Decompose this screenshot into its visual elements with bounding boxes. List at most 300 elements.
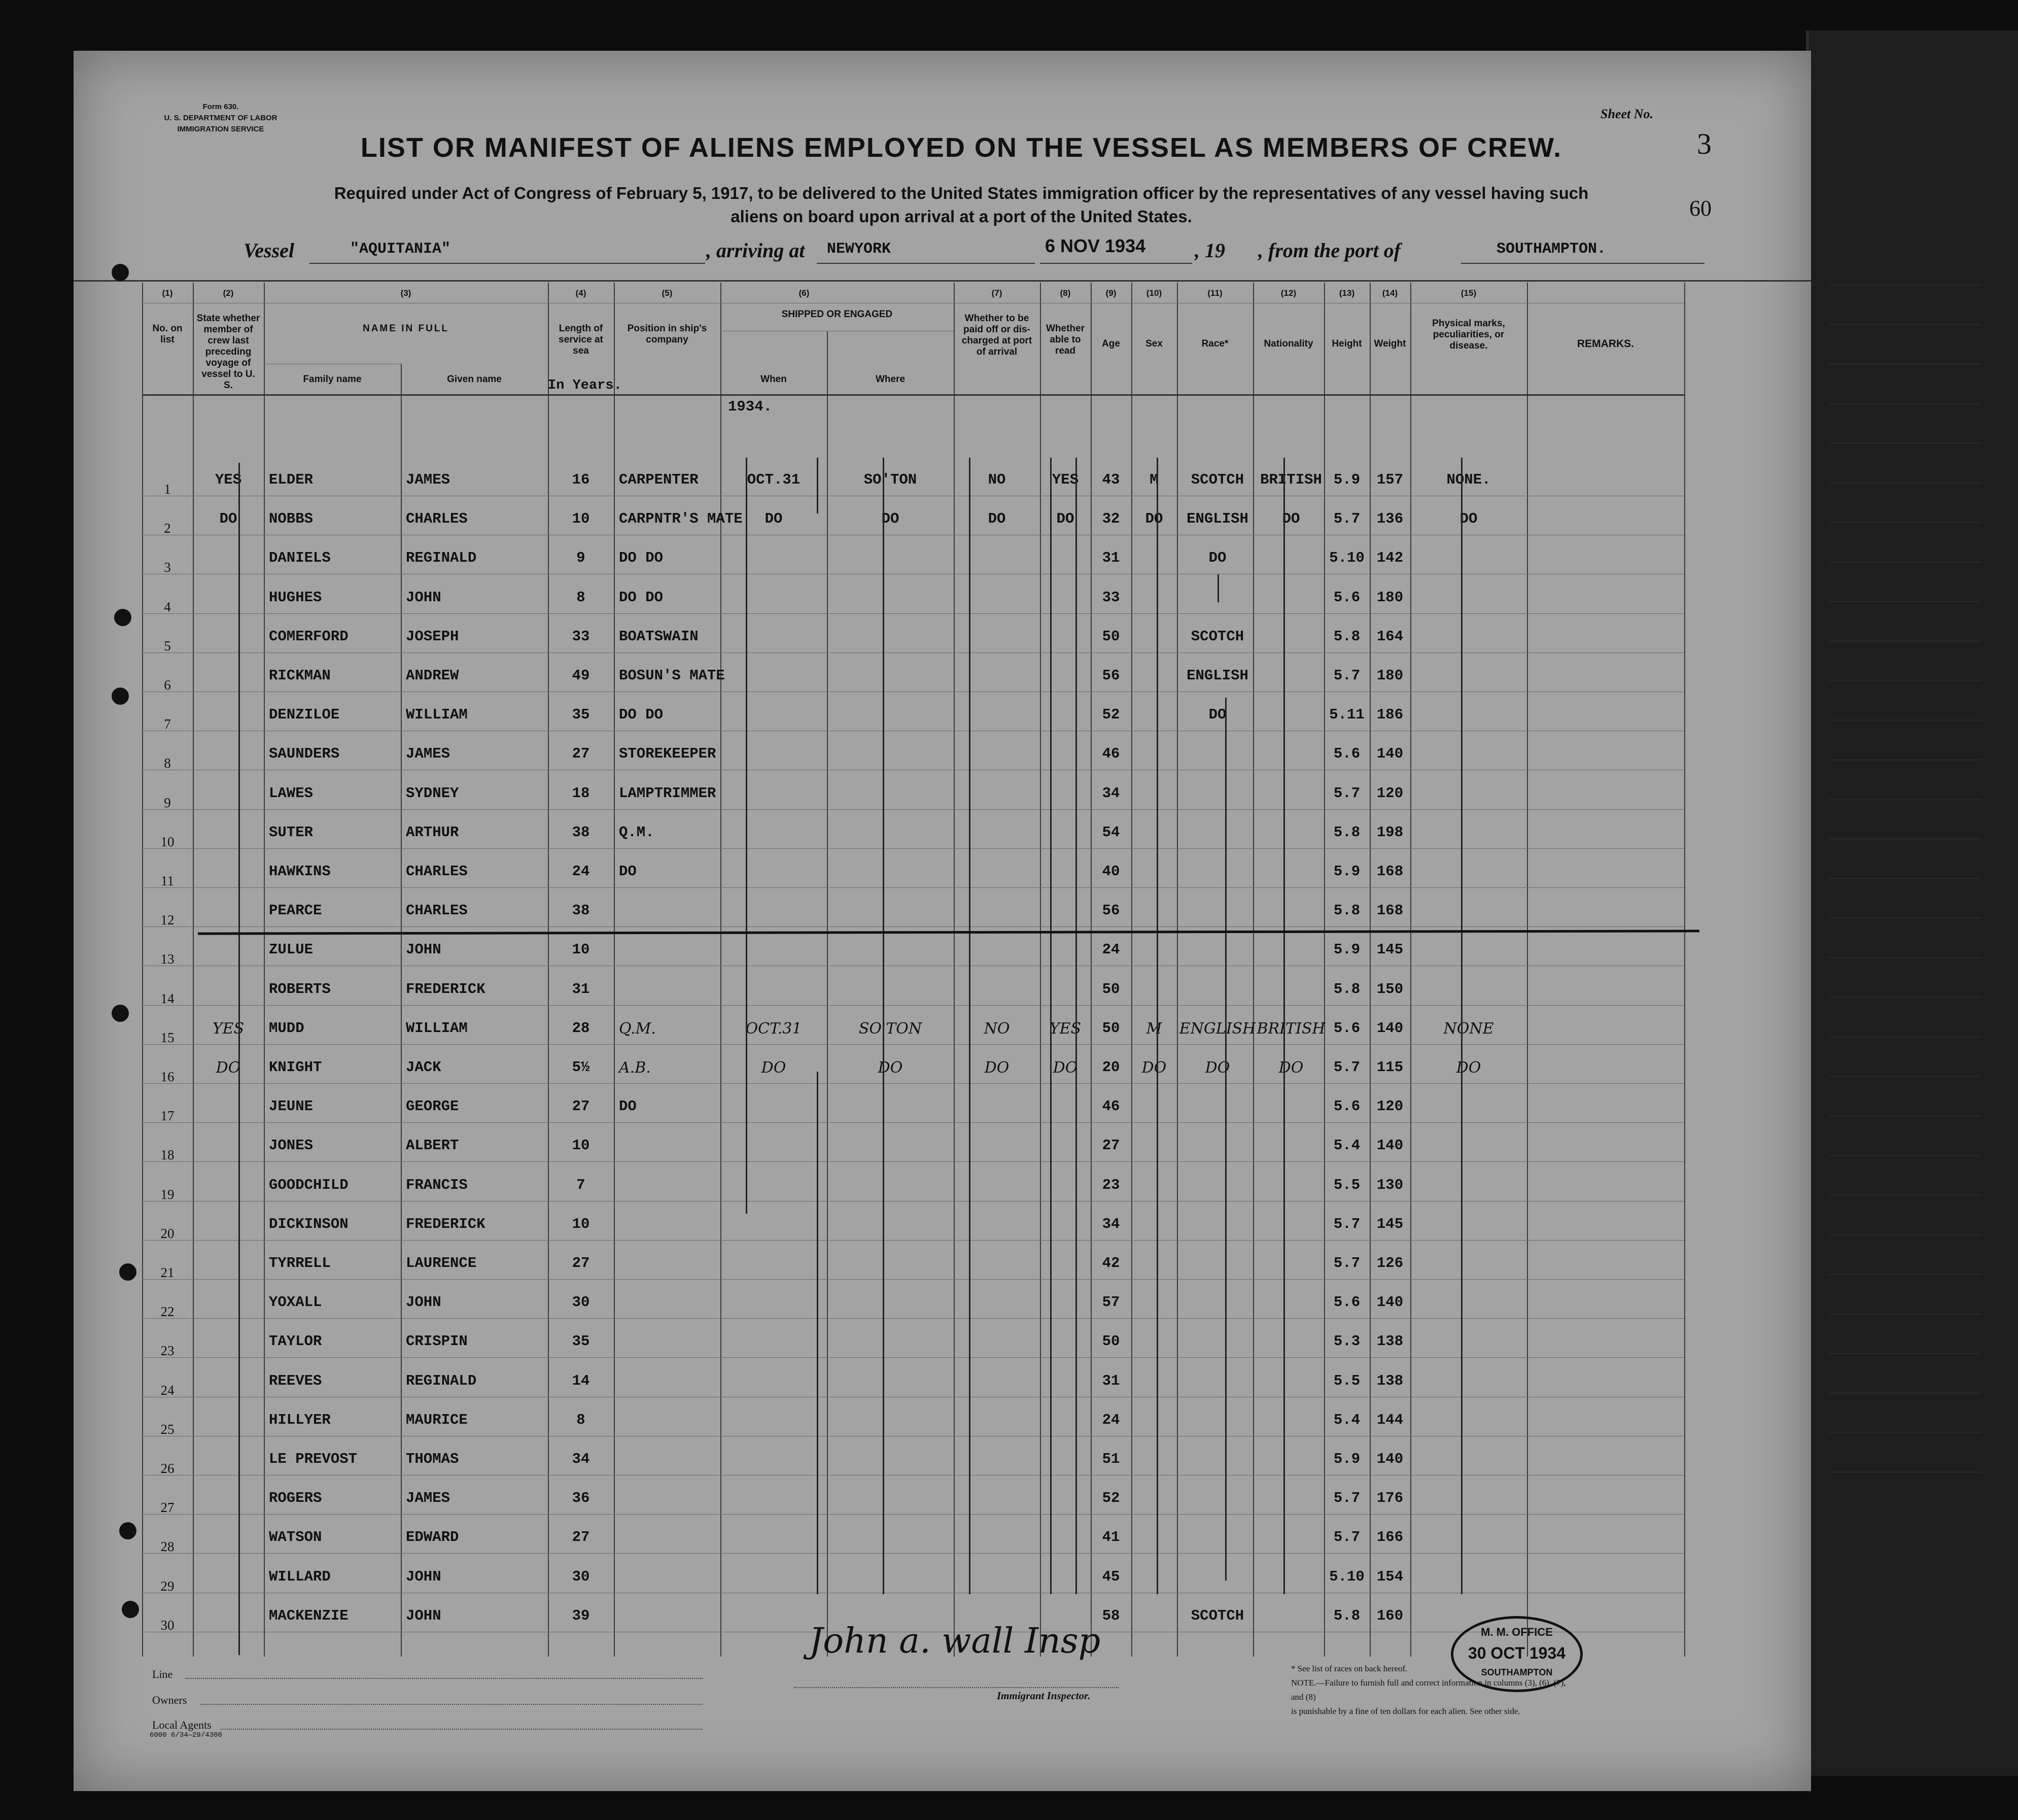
crew-weight: 180 — [1376, 589, 1404, 606]
col-num-14: (14) — [1382, 288, 1398, 298]
crew-age: 20 — [1102, 1059, 1120, 1076]
row-number: 4 — [164, 599, 171, 614]
crew-race: ENGLISH — [1187, 667, 1248, 684]
row-number: 7 — [164, 716, 171, 732]
row-rule — [142, 1514, 1684, 1515]
crew-age: 52 — [1102, 1490, 1120, 1507]
row-number: 13 — [160, 951, 175, 967]
row-number: 6 — [164, 677, 171, 693]
row-rule — [142, 809, 1684, 810]
crew-height: 5.8 — [1333, 980, 1361, 998]
vessel-line — [243, 233, 1710, 264]
crew-physical: DO — [1456, 1059, 1481, 1077]
crew-sex: M — [1150, 471, 1159, 488]
crew-age: 52 — [1102, 706, 1120, 724]
crew-position: DO DO — [619, 706, 664, 724]
crew-age: 50 — [1102, 1019, 1120, 1037]
crew-given-name: WILLIAM — [406, 1019, 468, 1037]
department-name: U. S. DEPARTMENT OF LABOR — [164, 114, 277, 122]
crew-weight: 115 — [1376, 1059, 1404, 1076]
crew-given-name: JAMES — [406, 1490, 450, 1507]
service-name: IMMIGRATION SERVICE — [177, 125, 264, 133]
crew-height: 5.4 — [1333, 1411, 1361, 1428]
crew-given-name: SYDNEY — [406, 784, 459, 802]
crew-height: 5.6 — [1333, 1098, 1361, 1115]
crew-age: 51 — [1102, 1451, 1120, 1467]
crew-weight: 126 — [1376, 1255, 1404, 1272]
header-sex: Sex — [1145, 338, 1163, 349]
col-num-2: (2) — [223, 288, 234, 298]
crew-given-name: LAURENCE — [406, 1255, 477, 1272]
crew-given-name: CHARLES — [406, 902, 468, 919]
crew-family-name: RICKMAN — [269, 667, 331, 684]
crew-height: 5.5 — [1333, 1372, 1361, 1389]
crew-given-name: GEORGE — [406, 1098, 459, 1115]
crew-physical: NONE. — [1446, 471, 1491, 488]
crew-age: 56 — [1102, 902, 1120, 919]
crew-race: SCOTCH — [1191, 471, 1244, 488]
crew-age: 50 — [1102, 628, 1120, 645]
crew-years-service: 14 — [572, 1372, 590, 1389]
crew-nationality: BRITISH — [1260, 471, 1322, 488]
col-num-7: (7) — [991, 288, 1002, 298]
crew-family-name: HUGHES — [269, 589, 322, 606]
col-num-11: (11) — [1207, 288, 1223, 298]
crew-family-name: JEUNE — [269, 1098, 314, 1115]
crew-weight: 157 — [1376, 471, 1404, 488]
crew-where: SO'TON — [858, 1019, 922, 1038]
row-rule — [142, 1553, 1684, 1554]
header-no-on-list: No. on list — [152, 323, 183, 345]
crew-years-service: 31 — [572, 980, 590, 998]
crew-years-service: 35 — [572, 1333, 590, 1350]
crew-height: 5.6 — [1333, 1019, 1361, 1037]
crew-race: ENGLISH — [1187, 510, 1248, 528]
crew-prev-voyage: YES — [215, 471, 242, 488]
crew-age: 24 — [1102, 1411, 1120, 1428]
crew-able-read: YES — [1049, 1019, 1082, 1038]
crew-weight: 120 — [1376, 784, 1404, 802]
header-when: When — [760, 374, 787, 385]
crew-paid-off: NO — [984, 1019, 1010, 1038]
year-label: , 19 — [1195, 239, 1225, 262]
crew-height: 5.8 — [1333, 902, 1361, 919]
header-rule — [74, 280, 1811, 282]
row-number: 18 — [160, 1147, 175, 1163]
row-rule — [142, 613, 1684, 614]
crew-where: DO — [881, 510, 899, 528]
arrival-date: 6 NOV 1934 — [1045, 235, 1146, 256]
crew-when: DO — [764, 510, 783, 528]
crew-where: DO — [878, 1059, 903, 1077]
footer-line-label: Line — [152, 1668, 173, 1680]
crew-family-name: MACKENZIE — [269, 1607, 349, 1624]
crew-family-name: KNIGHT — [269, 1059, 322, 1076]
crew-family-name: HILLYER — [269, 1411, 331, 1428]
crew-able-read: YES — [1052, 471, 1079, 488]
col-num-1: (1) — [162, 288, 173, 298]
crew-given-name: JOHN — [406, 589, 441, 606]
header-position: Position in ship's company — [627, 323, 707, 345]
crew-years-service: 38 — [572, 823, 590, 841]
crew-height: 5.8 — [1333, 628, 1361, 645]
crew-height: 5.7 — [1333, 1059, 1361, 1076]
crew-height: 5.7 — [1333, 1529, 1361, 1546]
crew-age: 27 — [1102, 1137, 1120, 1154]
row-number: 20 — [160, 1225, 175, 1241]
crew-where: SO'TON — [863, 471, 917, 488]
row-rule — [142, 1240, 1684, 1241]
header-weight: Weight — [1374, 338, 1406, 349]
col-num-5: (5) — [662, 288, 673, 298]
crew-sex: DO — [1145, 510, 1163, 528]
col-num-6: (6) — [798, 288, 810, 298]
subtitle-line-1: Required under Act of Congress of February 5, 1917, to be delivered to the United States immigration officer by the representatives of any vessel having such — [334, 184, 1589, 202]
crew-years-service: 27 — [572, 745, 590, 763]
crew-given-name: THOMAS — [406, 1451, 459, 1467]
crew-position: Q.M. — [619, 823, 654, 841]
crew-prev-voyage: DO — [216, 1059, 241, 1077]
header-race: Race* — [1201, 338, 1229, 349]
crew-weight: 136 — [1376, 510, 1404, 528]
row-number: 15 — [160, 1029, 175, 1045]
footer-owners-rule — [200, 1704, 703, 1705]
header-length-of-service: Length of service at sea — [559, 323, 603, 356]
crew-weight: 138 — [1376, 1333, 1404, 1350]
crew-given-name: CRISPIN — [406, 1333, 468, 1350]
footer-agents-rule — [221, 1729, 703, 1730]
crew-family-name: SUTER — [269, 823, 314, 841]
crew-race: SCOTCH — [1191, 628, 1244, 645]
crew-years-service: 8 — [576, 1411, 585, 1428]
crew-years-service: 16 — [572, 471, 590, 488]
crew-height: 5.6 — [1333, 589, 1361, 606]
form-identifier — [145, 101, 297, 135]
crew-weight: 140 — [1376, 1137, 1404, 1154]
crew-given-name: FREDERICK — [406, 980, 485, 998]
crew-position: DO — [619, 1098, 637, 1115]
row-rule — [142, 1083, 1684, 1084]
crew-height: 5.7 — [1333, 510, 1361, 528]
row-rule — [142, 1357, 1684, 1358]
crew-nationality: DO — [1282, 510, 1300, 528]
from-port-label: , from the port of — [1258, 239, 1401, 262]
row-number: 17 — [160, 1108, 175, 1124]
crew-family-name: ELDER — [269, 471, 314, 488]
sheet-label: Sheet No. — [1601, 107, 1653, 121]
crew-weight: 145 — [1376, 941, 1404, 958]
crew-age: 45 — [1102, 1568, 1120, 1585]
crew-position: DO — [619, 863, 637, 880]
crew-family-name: ZULUE — [269, 941, 314, 958]
crew-age: 57 — [1102, 1294, 1120, 1311]
crew-position: BOATSWAIN — [619, 628, 699, 645]
crew-position: DO DO — [619, 589, 664, 606]
crew-age: 23 — [1102, 1176, 1120, 1193]
crew-family-name: WILLARD — [269, 1568, 331, 1585]
crew-years-service: 34 — [572, 1451, 590, 1467]
port-of-arrival: NEWYORK — [827, 241, 891, 258]
vessel-label: Vessel — [243, 239, 294, 262]
crew-family-name: LE PREVOST — [269, 1451, 358, 1467]
crew-age: 32 — [1102, 510, 1120, 528]
crew-family-name: LAWES — [269, 784, 314, 802]
crew-weight: 168 — [1376, 902, 1404, 919]
crew-race: ENGLISH — [1179, 1019, 1256, 1038]
crew-family-name: DENZILOE — [269, 706, 340, 724]
crew-prev-voyage: DO — [219, 510, 237, 528]
crew-years-service: 10 — [572, 1215, 590, 1232]
crew-weight: 142 — [1376, 550, 1404, 567]
row-number: 10 — [160, 834, 175, 849]
row-number: 16 — [160, 1069, 175, 1084]
crew-given-name: ALBERT — [406, 1137, 459, 1154]
crew-age: 46 — [1102, 745, 1120, 763]
col-num-13: (13) — [1339, 288, 1355, 298]
row-number: 19 — [160, 1186, 175, 1202]
vessel-name: "AQUITANIA" — [350, 241, 451, 258]
header-height: Height — [1332, 338, 1362, 349]
crew-weight: 186 — [1376, 706, 1404, 724]
crew-given-name: CHARLES — [406, 863, 468, 880]
crew-nationality: DO — [1278, 1059, 1304, 1077]
crew-weight: 140 — [1376, 1019, 1404, 1037]
crew-height: 5.8 — [1333, 1607, 1361, 1624]
crew-years-service: 10 — [572, 1137, 590, 1154]
crew-given-name: JOHN — [406, 1607, 441, 1624]
crew-physical: DO — [1459, 510, 1478, 528]
crew-position: A.B. — [619, 1059, 651, 1077]
crew-given-name: MAURICE — [406, 1411, 468, 1428]
manifest-page — [74, 51, 1811, 1791]
crew-years-service: 10 — [572, 941, 590, 958]
row-number: 25 — [160, 1421, 175, 1437]
crew-years-service: 36 — [572, 1490, 590, 1507]
crew-family-name: GOODCHILD — [269, 1176, 349, 1193]
crew-given-name: JOHN — [406, 1568, 441, 1585]
crew-height: 5.7 — [1333, 1490, 1361, 1507]
crew-years-service: 27 — [572, 1255, 590, 1272]
crew-given-name: JAMES — [406, 745, 450, 763]
row-number: 14 — [160, 990, 175, 1006]
crew-when: OCT.31 — [747, 471, 801, 488]
crew-height: 5.8 — [1333, 823, 1361, 841]
crew-height: 5.5 — [1333, 1176, 1361, 1193]
office-stamp — [1451, 1616, 1583, 1692]
row-number: 21 — [160, 1265, 175, 1280]
crew-given-name: FREDERICK — [406, 1215, 485, 1232]
crew-age: 56 — [1102, 667, 1120, 684]
crew-weight: 150 — [1376, 980, 1404, 998]
crew-years-service: 9 — [576, 550, 585, 567]
punch-hole — [119, 1522, 136, 1539]
crew-height: 5.6 — [1333, 745, 1361, 763]
stamp-office: M. M. OFFICE — [1481, 1626, 1553, 1638]
crew-height: 5.7 — [1333, 784, 1361, 802]
crew-weight: 176 — [1376, 1490, 1404, 1507]
crew-years-service: 7 — [576, 1176, 585, 1193]
crew-age: 40 — [1102, 863, 1120, 880]
crew-years-service: 27 — [572, 1098, 590, 1115]
crew-given-name: FRANCIS — [406, 1176, 468, 1193]
header-where: Where — [875, 374, 906, 385]
crew-age: 54 — [1102, 823, 1120, 841]
stamp-date: 30 OCT 1934 — [1468, 1644, 1566, 1662]
adjacent-page — [1806, 30, 2018, 1776]
crew-age: 50 — [1102, 980, 1120, 998]
row-number: 1 — [164, 482, 171, 497]
crew-weight: 145 — [1376, 1215, 1404, 1232]
crew-height: 5.7 — [1333, 667, 1361, 684]
sheet-number: 3 — [1697, 127, 1712, 160]
row-number: 27 — [160, 1500, 175, 1516]
footer-owners-label: Owners — [152, 1694, 187, 1706]
crew-family-name: DICKINSON — [269, 1215, 349, 1232]
note-races: * See list of races on back hereof. — [1291, 1664, 1408, 1673]
row-number: 30 — [160, 1617, 175, 1633]
crew-weight: 140 — [1376, 1451, 1404, 1467]
col-num-10: (10) — [1146, 288, 1162, 298]
crew-position: STOREKEEPER — [619, 745, 716, 763]
row-number: 24 — [160, 1382, 175, 1398]
crew-age: 31 — [1102, 550, 1120, 567]
crew-weight: 130 — [1376, 1176, 1404, 1193]
crew-weight: 180 — [1376, 667, 1404, 684]
header-family-name: Family name — [303, 374, 362, 385]
crew-family-name: COMERFORD — [269, 628, 349, 645]
crew-position: Q.M. — [619, 1019, 656, 1038]
crew-height: 5.10 — [1329, 1568, 1365, 1585]
row-rule — [142, 1279, 1684, 1280]
crew-family-name: ROGERS — [269, 1490, 322, 1507]
year-1934-note: 1934. — [728, 398, 773, 415]
crew-age: 43 — [1102, 471, 1120, 488]
col-num-8: (8) — [1060, 288, 1071, 298]
crew-age: 58 — [1102, 1607, 1120, 1624]
crew-years-service: 27 — [572, 1529, 590, 1546]
crew-years-service: 49 — [572, 667, 590, 684]
inspector-signature: John a. wall Insp — [809, 1621, 1101, 1661]
crew-age: 31 — [1102, 1372, 1120, 1389]
crew-weight: 120 — [1376, 1098, 1404, 1115]
punch-hole — [119, 1263, 136, 1281]
crew-height: 5.9 — [1333, 863, 1361, 880]
row-rule — [142, 1318, 1684, 1319]
stamp-place: SOUTHAMPTON — [1481, 1667, 1553, 1677]
row-number: 5 — [164, 638, 171, 654]
row-number: 12 — [160, 912, 175, 928]
crew-when: OCT.31 — [745, 1019, 802, 1038]
crew-height: 5.4 — [1333, 1137, 1361, 1154]
crew-paid-off: DO — [984, 1059, 1010, 1077]
crew-position: CARPENTER — [619, 471, 699, 488]
crew-height: 5.9 — [1333, 941, 1361, 958]
row-rule — [142, 926, 1684, 927]
header-able-to-read: Whether able to read — [1046, 323, 1085, 356]
crew-family-name: DANIELS — [269, 550, 331, 567]
crew-age: 34 — [1102, 784, 1120, 802]
crew-age: 42 — [1102, 1255, 1120, 1272]
crew-paid-off: NO — [988, 471, 1006, 488]
crew-given-name: JACK — [406, 1059, 441, 1076]
crew-prev-voyage: YES — [212, 1019, 245, 1038]
header-age: Age — [1102, 338, 1120, 349]
crew-height: 5.7 — [1333, 1215, 1361, 1232]
punch-hole — [114, 609, 131, 626]
col-num-3: (3) — [400, 288, 411, 298]
header-nationality: Nationality — [1264, 338, 1313, 349]
crew-given-name: REGINALD — [406, 550, 477, 567]
crew-years-service: 35 — [572, 706, 590, 724]
header-given-name: Given name — [447, 374, 502, 385]
header-previous-voyage: State whether member of crew last preceding voyage of vessel to U. S. — [196, 313, 260, 391]
crew-given-name: JOHN — [406, 941, 441, 958]
crew-height: 5.9 — [1333, 1451, 1361, 1467]
row-number: 3 — [164, 560, 171, 575]
row-number: 9 — [164, 795, 171, 810]
crew-position: LAMPTRIMMER — [619, 784, 716, 802]
crew-years-service: 30 — [572, 1294, 590, 1311]
crew-family-name: YOXALL — [269, 1294, 322, 1311]
crew-weight: 166 — [1376, 1529, 1404, 1546]
row-number: 2 — [164, 521, 171, 536]
row-rule — [142, 1044, 1684, 1045]
form-number: Form 630. — [202, 102, 239, 111]
crew-given-name: EDWARD — [406, 1529, 459, 1546]
crew-height: 5.9 — [1333, 471, 1361, 488]
crew-when: DO — [761, 1059, 786, 1077]
crew-years-service: 38 — [572, 902, 590, 919]
crew-height: 5.10 — [1329, 550, 1365, 567]
crew-years-service: 5½ — [572, 1059, 590, 1076]
document-subtitle — [226, 182, 1697, 228]
header-paid-off: Whether to be paid off or dis-charged at port of arrival — [961, 313, 1032, 357]
crew-position: DO DO — [619, 550, 664, 567]
header-physical-marks: Physical marks, peculiarities, or disease. — [1432, 318, 1505, 351]
punch-hole — [112, 264, 129, 281]
crew-weight: 168 — [1376, 863, 1404, 880]
crew-weight: 160 — [1376, 1607, 1404, 1624]
crew-family-name: HAWKINS — [269, 863, 331, 880]
crew-race: DO — [1205, 1059, 1230, 1077]
punch-hole — [122, 1601, 139, 1618]
row-number: 28 — [160, 1539, 175, 1555]
crew-given-name: ANDREW — [406, 667, 459, 684]
crew-weight: 164 — [1376, 628, 1404, 645]
crew-given-name: JOSEPH — [406, 628, 459, 645]
crew-given-name: ARTHUR — [406, 823, 459, 841]
crew-weight: 198 — [1376, 823, 1404, 841]
header-remarks: REMARKS. — [1577, 338, 1634, 350]
header-name-in-full: NAME IN FULL — [362, 323, 449, 334]
header-in-years: In Years. — [548, 378, 622, 393]
crew-weight: 144 — [1376, 1411, 1404, 1428]
col-num-15: (15) — [1460, 288, 1477, 298]
crew-years-service: 8 — [576, 589, 585, 606]
crew-family-name: WATSON — [269, 1529, 322, 1546]
crew-height: 5.6 — [1333, 1294, 1361, 1311]
crew-weight: 154 — [1376, 1568, 1404, 1585]
margin-number: 60 — [1689, 196, 1712, 221]
crew-age: 34 — [1102, 1215, 1120, 1232]
crew-given-name: JOHN — [406, 1294, 441, 1311]
row-number: 29 — [160, 1578, 175, 1594]
crew-able-read: DO — [1056, 510, 1074, 528]
crew-sex: M — [1146, 1019, 1162, 1038]
row-rule — [142, 848, 1684, 849]
footer-line-rule — [185, 1678, 703, 1679]
print-code: 6000 6/34—29/4300 — [150, 1731, 222, 1739]
